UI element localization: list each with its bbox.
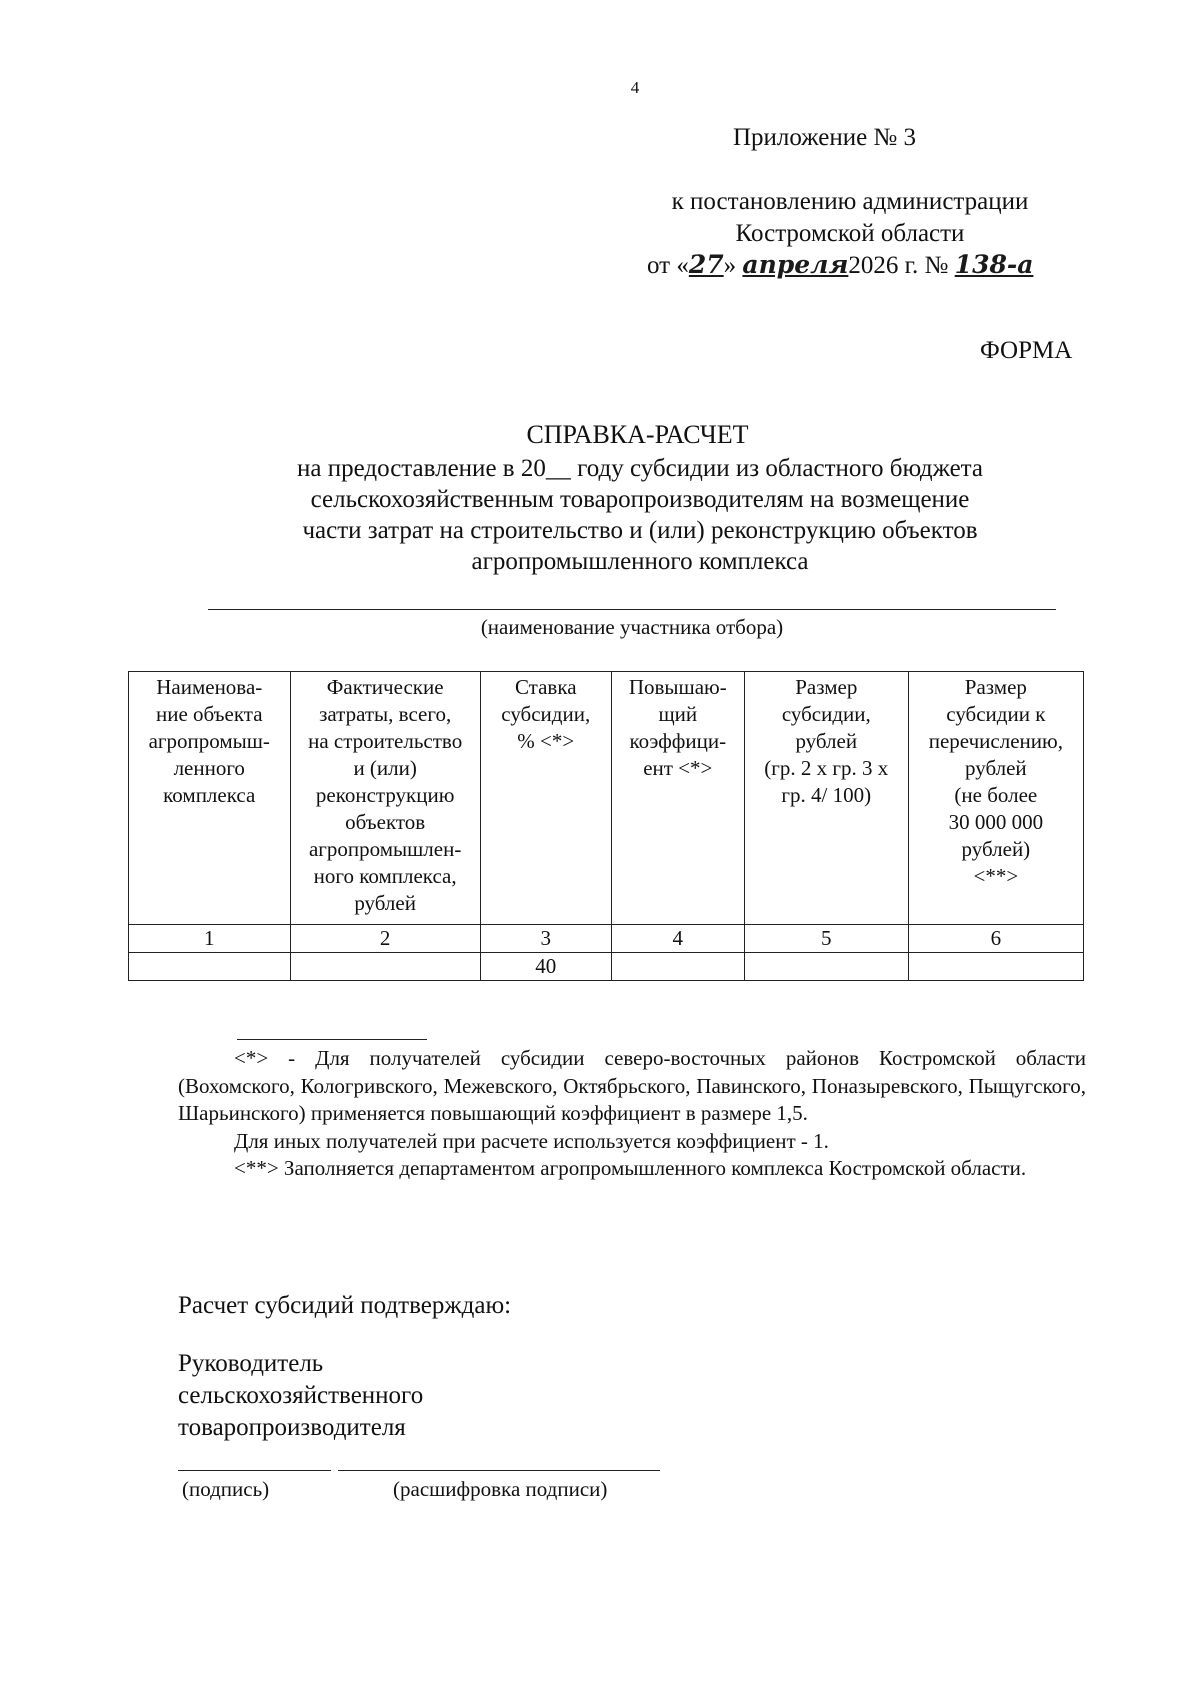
header-line: щий <box>658 702 698 726</box>
header-line: Размер <box>795 675 858 699</box>
head-title-line: сельскохозяйственного <box>178 1382 424 1409</box>
header-line: гр. 4/ 100) <box>781 783 872 807</box>
table-row <box>129 953 1084 981</box>
signature-decoding-line[interactable] <box>338 1470 660 1471</box>
cell-transfer-amount[interactable] <box>908 953 1083 981</box>
signature-line[interactable] <box>178 1470 331 1471</box>
participant-name-line[interactable] <box>208 609 1056 610</box>
confirmation-text: Расчет субсидий подтверждаю: <box>178 1292 512 1319</box>
header-subsidy-amount <box>744 672 908 925</box>
cell-subsidy-rate: 40 <box>480 953 611 981</box>
column-number: 4 <box>611 925 744 953</box>
header-line: рублей <box>795 729 858 753</box>
footnotes <box>178 1045 1086 1183</box>
header-line: Наименова- <box>156 675 263 699</box>
header-line: Повышаю- <box>628 675 727 699</box>
resolution-line: Костромской области <box>735 220 965 247</box>
header-line: Ставка <box>514 675 577 699</box>
header-line: субсидии к <box>946 702 1046 726</box>
header-transfer-amount <box>908 672 1083 925</box>
document-subtitle <box>205 453 1075 577</box>
header-line: затраты, всего, <box>319 702 452 726</box>
header-line: комплекса <box>163 783 256 807</box>
header-line: агропромышлен- <box>308 837 462 861</box>
cell-actual-costs[interactable] <box>290 953 480 981</box>
subtitle-line: части затрат на строительство и (или) реконструкцию объектов <box>302 517 978 544</box>
header-line: 30 000 000 <box>948 810 1044 834</box>
form-label: ФОРМА <box>980 337 1073 364</box>
header-line: агропромыш- <box>148 729 270 753</box>
resolution-date-line <box>647 250 1033 280</box>
header-line: ленного <box>173 756 245 780</box>
subtitle-line: агропромышленного комплекса <box>471 548 809 575</box>
header-line: Фактические <box>326 675 444 699</box>
appendix-title: Приложение № 3 <box>733 124 917 151</box>
footnote-other-recipients: Для иных получателей при расчете используется коэффициент - 1. <box>234 1128 829 1153</box>
header-subsidy-rate <box>480 672 611 925</box>
header-line: и (или) <box>353 756 417 780</box>
header-line: ент <*> <box>643 756 713 780</box>
column-number: 3 <box>480 925 611 953</box>
footnote-coefficient: <*> - Для получателей субсидии северо-восточных районов Костромской области (Вохомского, Кологривского, Межевского, Октябрьского, Павинского, Поназыревского, Пыщугского, Шарьинского) применяется повышающий коэффициент в размере 1,5. <box>178 1046 1086 1125</box>
signature-decoding-caption: (расшифровка подписи) <box>393 1477 608 1501</box>
handwritten-month: апреля <box>742 250 849 279</box>
header-line: % <*> <box>517 729 575 753</box>
calculation-table <box>128 671 1084 981</box>
header-line: субсидии, <box>501 702 591 726</box>
header-line: на строительство <box>308 729 463 753</box>
header-line: (не более <box>954 783 1038 807</box>
table-column-numbers-row <box>129 925 1084 953</box>
date-day-close: » <box>723 252 737 279</box>
header-line: Размер <box>964 675 1027 699</box>
column-number: 6 <box>908 925 1083 953</box>
page-number: 4 <box>630 78 640 97</box>
header-line: (гр. 2 х гр. 3 х <box>764 756 889 780</box>
header-line: <**> <box>973 864 1019 888</box>
cell-object-name[interactable] <box>129 953 291 981</box>
header-line: рублей <box>354 891 416 915</box>
date-prefix: от « <box>647 252 689 279</box>
header-line: рублей <box>965 756 1027 780</box>
head-title-line: товаропроизводителя <box>178 1414 406 1441</box>
cell-subsidy-amount[interactable] <box>744 953 908 981</box>
subtitle-line: сельскохозяйственным товаропроизводителям на возмещение <box>310 486 970 513</box>
header-actual-costs <box>290 672 480 925</box>
header-line: объектов <box>345 810 426 834</box>
column-number: 1 <box>129 925 291 953</box>
signature-caption: (подпись) <box>182 1477 270 1501</box>
resolution-reference <box>620 186 1080 250</box>
participant-caption: (наименование участника отбора) <box>480 615 784 639</box>
date-year: 2026 г. № <box>848 252 949 279</box>
header-line: перечислению, <box>928 729 1063 753</box>
header-line: ние объекта <box>155 702 263 726</box>
column-number: 2 <box>290 925 480 953</box>
document-title: СПРАВКА-РАСЧЕТ <box>526 420 749 449</box>
footnote-department: <**> Заполняется департаментом агропромышленного комплекса Костромской области. <box>234 1156 1027 1180</box>
header-object-name <box>129 672 291 925</box>
resolution-line: к постановлению администрации <box>671 188 1029 215</box>
subtitle-line: на предоставление в 20__ году субсидии из областного бюджета <box>297 455 983 482</box>
header-line: ного комплекса, <box>313 864 457 888</box>
header-line: рублей) <box>961 837 1031 861</box>
cell-coefficient[interactable] <box>611 953 744 981</box>
header-line: коэффици- <box>629 729 727 753</box>
table-header-row <box>129 672 1084 925</box>
header-line: субсидии, <box>781 702 871 726</box>
header-coefficient <box>611 672 744 925</box>
head-title-line: Руководитель <box>178 1350 324 1377</box>
handwritten-day: 27 <box>688 250 724 279</box>
head-title-block <box>178 1348 423 1444</box>
footnote-divider <box>237 1039 427 1040</box>
column-number: 5 <box>744 925 908 953</box>
handwritten-doc-number: 138-а <box>954 250 1034 279</box>
header-line: реконструкцию <box>315 783 455 807</box>
